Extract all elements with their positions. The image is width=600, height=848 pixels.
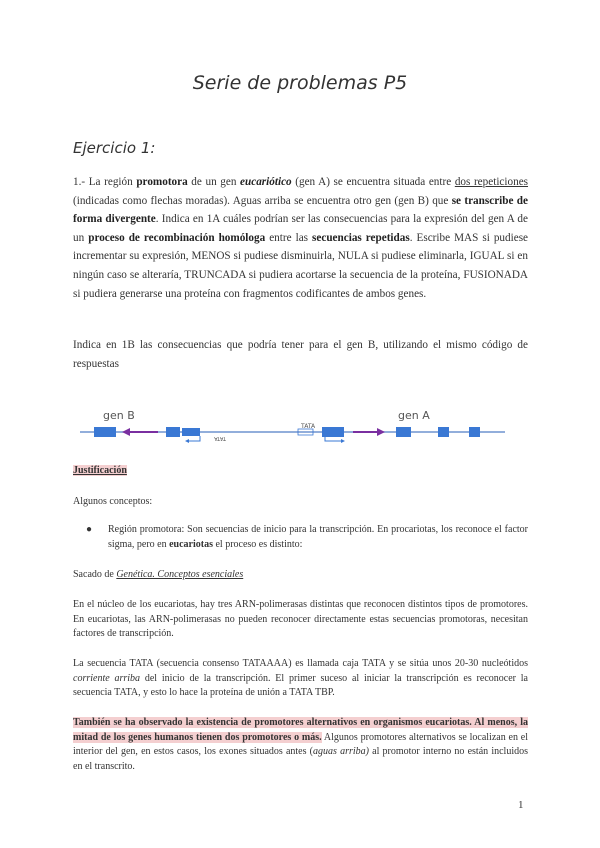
gene-a-label: gen A xyxy=(398,409,430,422)
page-title: Serie de problemas P5 xyxy=(192,72,408,94)
page-number: 1 xyxy=(518,799,524,811)
bullet-promoter: ● Región promotora: Son secuencias de inicio para la transcripción. En procariotas, los reconoce el factor sigma, pero en eucariotas el proceso es distinto: xyxy=(86,524,528,550)
concepts-label: Algunos conceptos: xyxy=(73,496,153,507)
repeat-arrow-2-head xyxy=(377,428,385,436)
para-polymerases: En el núcleo de los eucariotas, hay tres ARN-polimerasas distintas que reconocen distintos tipos de promotores. En eucariotas, las ARN-polimerasas no pueden reconocer directamente estas secuencias promotoras, necesitan factores de transcripción. xyxy=(73,599,528,640)
repeat-arrow-1-head xyxy=(122,428,130,436)
small-tata-label: TATA xyxy=(214,435,226,441)
tss-arrow-a-head xyxy=(341,439,345,443)
tss-arrow-b-head xyxy=(185,439,189,443)
problem-statement-2: Indica en 1B las consecuencias que podría tener para el gen B, utilizando el mismo código de respuestas xyxy=(73,339,528,370)
problem-statement: 1.- La región promotora de un gen eucariótico (gen A) se encuentra situada entre dos repeticiones (indicadas como flechas moradas). Aguas arriba se encuentra otro gen (gen B) que se transcribe de forma divergente. Indica en 1A cuáles podrían ser las consecuencias para la expresión del gen A de un proceso de recombinación homóloga entre las secuencias repetidas. Escribe MAS si pudiese incrementar su expresión, MENOS si pudiese disminuirla, NULA si pudiese eliminarla, IGUAL si en ningún caso se alteraría, TRUNCADA si pudiera acortarse la secuencia de la proteína, FUSIONADA si pudiera generarse una proteína con fragmentos codificantes de ambos genes. xyxy=(73,176,529,300)
source-line: Sacado de Genética. Conceptos esenciales xyxy=(73,569,244,580)
para-alternative-promoters: También se ha observado la existencia de promotores alternativos en organismos eucariotas. Al menos, la mitad de los genes humanos tienen dos promotores o más. Algunos promotores alternativos se localizan en el interior del gen, en estos casos, los exones situados antes (aguas arriba) al promotor interno no están incluidos en el transcrito. xyxy=(73,717,528,772)
para-tata: La secuencia TATA (secuencia consenso TATAAAA) es llamada caja TATA y se sitúa unos 20-30 nucleótidos corriente arriba del inicio de la transcripción. El primer suceso al iniciar la transcripción es reconocer la secuencia TATA, y esto lo hace la proteína de unión a TATA TBP. xyxy=(73,658,528,699)
exon-b-2 xyxy=(166,427,180,437)
tss-arrow-a xyxy=(325,437,342,441)
exon-a-3 xyxy=(438,427,449,437)
exercise-heading: Ejercicio 1: xyxy=(73,139,156,157)
exon-a-4 xyxy=(469,427,480,437)
exon-b-3 xyxy=(182,428,200,436)
exon-a-1 xyxy=(322,427,344,437)
exon-b-1 xyxy=(94,427,116,437)
justification-heading: Justificación xyxy=(73,465,127,476)
exon-a-2 xyxy=(396,427,411,437)
tata-label: TATA xyxy=(301,423,316,430)
gene-b-label: gen B xyxy=(103,409,135,422)
